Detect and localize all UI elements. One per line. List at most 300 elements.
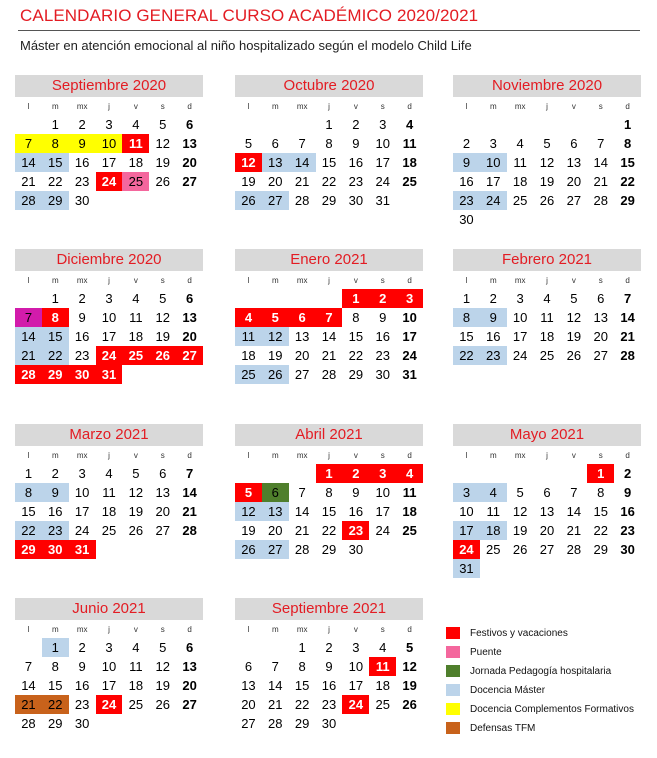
day-cell: 6 xyxy=(597,291,605,306)
day-cell: 19 xyxy=(539,174,555,189)
day-cell: 28 xyxy=(15,365,42,384)
day-cell: 22 xyxy=(42,695,69,714)
empty-cell xyxy=(560,464,587,483)
day-cell: 29 xyxy=(294,716,310,731)
day-cell: 7 xyxy=(185,466,194,481)
day-cell: 30 xyxy=(348,542,364,557)
empty-cell xyxy=(289,115,316,134)
day-cell: 12 xyxy=(235,153,262,172)
month-title: Septiembre 2020 xyxy=(15,75,203,97)
weekday-label: l xyxy=(27,451,30,460)
day-cell: 5 xyxy=(159,640,167,655)
day-cell: 15 xyxy=(348,329,364,344)
weekday-label: mx xyxy=(296,625,308,634)
day-cell: 8 xyxy=(352,310,360,325)
day-cell: 19 xyxy=(155,329,170,344)
day-cell: 3 xyxy=(78,466,86,481)
weekday-label: l xyxy=(465,276,468,285)
month-title: Octubre 2020 xyxy=(235,75,423,97)
day-cell: 29 xyxy=(48,716,63,731)
day-cell: 3 xyxy=(105,117,113,132)
day-cell: 17 xyxy=(348,678,364,693)
day-cell: 30 xyxy=(459,212,474,227)
weekday-label: mx xyxy=(296,102,308,111)
weekday-label: mx xyxy=(76,625,88,634)
weekday-label: j xyxy=(108,276,110,285)
day-cell: 2 xyxy=(78,291,86,306)
legend-item xyxy=(446,700,651,718)
day-cell: 28 xyxy=(294,193,310,208)
day-cell: 21 xyxy=(15,346,42,365)
day-cell: 22 xyxy=(593,523,608,538)
day-cell: 4 xyxy=(379,640,387,655)
day-cell: 3 xyxy=(396,289,423,308)
day-cell: 17 xyxy=(101,155,117,170)
day-cell: 13 xyxy=(262,502,289,521)
day-cell: 15 xyxy=(593,504,608,519)
legend-item xyxy=(446,681,651,699)
weekday-label: j xyxy=(328,451,330,460)
weekday-label: l xyxy=(247,102,250,111)
legend-swatch xyxy=(446,665,460,677)
day-cell: 14 xyxy=(268,678,283,693)
day-cell: 11 xyxy=(486,504,501,519)
day-cell: 8 xyxy=(42,308,69,327)
day-cell: 23 xyxy=(348,174,364,189)
day-cell: 23 xyxy=(375,348,390,363)
weekday-label: d xyxy=(407,451,412,460)
weekday-header xyxy=(15,273,203,289)
legend-swatch xyxy=(446,703,460,715)
empty-cell xyxy=(480,464,507,483)
day-cell: 19 xyxy=(155,678,170,693)
weekday-label: j xyxy=(108,102,110,111)
weekday-label: v xyxy=(353,451,358,460)
day-cell: 30 xyxy=(74,193,90,208)
day-cell: 25 xyxy=(122,346,149,365)
empty-cell xyxy=(15,289,42,308)
legend-label: Docencia Complementos Formativos xyxy=(470,703,634,715)
day-grid xyxy=(235,289,423,384)
legend-item xyxy=(446,719,651,737)
day-cell: 24 xyxy=(342,695,369,714)
weekday-label: m xyxy=(489,451,497,460)
day-cell: 26 xyxy=(149,346,176,365)
day-cell: 9 xyxy=(623,485,632,500)
day-cell: 14 xyxy=(21,678,36,693)
day-cell: 20 xyxy=(593,329,608,344)
day-cell: 22 xyxy=(620,174,635,189)
day-cell: 8 xyxy=(298,659,306,674)
day-cell: 6 xyxy=(543,485,551,500)
month-title: Noviembre 2020 xyxy=(453,75,641,97)
day-cell: 12 xyxy=(235,502,262,521)
day-cell: 13 xyxy=(593,310,608,325)
day-cell: 20 xyxy=(539,523,555,538)
day-cell: 18 xyxy=(539,329,555,344)
day-cell: 10 xyxy=(512,310,528,325)
day-cell: 26 xyxy=(262,365,289,384)
weekday-label: v xyxy=(133,102,138,111)
day-cell: 28 xyxy=(294,542,310,557)
day-cell: 5 xyxy=(570,291,578,306)
day-cell: 2 xyxy=(489,291,497,306)
day-cell: 6 xyxy=(289,308,316,327)
day-cell: 26 xyxy=(235,191,262,210)
day-cell: 18 xyxy=(512,174,528,189)
day-cell: 9 xyxy=(42,483,69,502)
day-cell: 8 xyxy=(325,485,333,500)
day-cell: 28 xyxy=(321,367,337,382)
weekday-label: v xyxy=(133,451,138,460)
day-cell: 2 xyxy=(462,136,471,151)
weekday-label: s xyxy=(380,625,385,634)
weekday-label: mx xyxy=(76,451,88,460)
month-calendar xyxy=(235,424,423,559)
weekday-label: v xyxy=(571,102,576,111)
weekday-label: j xyxy=(546,451,548,460)
weekday-header xyxy=(453,448,641,464)
day-cell: 4 xyxy=(396,464,423,483)
day-cell: 3 xyxy=(105,640,113,655)
day-cell: 17 xyxy=(486,174,501,189)
day-cell: 20 xyxy=(566,174,582,189)
day-cell: 19 xyxy=(241,174,256,189)
weekday-label: m xyxy=(51,276,59,285)
month-title: Marzo 2021 xyxy=(15,424,203,446)
day-cell: 24 xyxy=(74,523,90,538)
day-cell: 28 xyxy=(566,542,582,557)
day-cell: 26 xyxy=(128,523,144,538)
weekday-label: d xyxy=(625,451,630,460)
day-cell: 24 xyxy=(96,346,123,365)
weekday-header xyxy=(235,622,423,638)
month-title: Abril 2021 xyxy=(235,424,423,446)
day-cell: 8 xyxy=(453,308,480,327)
legend-item xyxy=(446,624,651,642)
day-cell: 6 xyxy=(570,136,578,151)
day-cell: 23 xyxy=(74,348,90,363)
day-cell: 18 xyxy=(128,155,144,170)
day-cell: 27 xyxy=(539,542,555,557)
weekday-header xyxy=(235,448,423,464)
day-cell: 16 xyxy=(486,329,501,344)
day-cell: 1 xyxy=(24,466,33,481)
weekday-header xyxy=(235,99,423,115)
day-cell: 13 xyxy=(262,153,289,172)
day-cell: 14 xyxy=(294,504,310,519)
day-cell: 21 xyxy=(268,697,283,712)
day-cell: 15 xyxy=(620,155,635,170)
day-cell: 22 xyxy=(15,521,42,540)
day-cell: 18 xyxy=(128,678,144,693)
day-cell: 13 xyxy=(241,678,256,693)
day-cell: 5 xyxy=(159,117,167,132)
day-cell: 28 xyxy=(182,523,197,538)
day-cell: 26 xyxy=(235,540,262,559)
day-cell: 23 xyxy=(453,191,480,210)
empty-cell xyxy=(289,464,316,483)
day-grid xyxy=(15,638,203,733)
day-cell: 10 xyxy=(101,659,117,674)
day-cell: 10 xyxy=(96,134,123,153)
day-cell: 17 xyxy=(74,504,90,519)
day-cell: 28 xyxy=(21,716,36,731)
day-cell: 7 xyxy=(24,659,33,674)
weekday-label: j xyxy=(546,102,548,111)
day-cell: 11 xyxy=(540,310,554,325)
legend-label: Jornada Pedagogía hospitalaria xyxy=(470,665,612,677)
day-cell: 9 xyxy=(352,136,360,151)
legend-label: Puente xyxy=(470,646,502,658)
day-cell: 5 xyxy=(159,291,167,306)
day-cell: 14 xyxy=(289,153,316,172)
day-grid xyxy=(453,115,641,229)
day-cell: 9 xyxy=(78,659,86,674)
day-cell: 2 xyxy=(352,117,360,132)
day-cell: 19 xyxy=(402,678,417,693)
day-cell: 21 xyxy=(15,695,42,714)
day-cell: 5 xyxy=(543,136,551,151)
weekday-label: v xyxy=(571,451,576,460)
month-title: Junio 2021 xyxy=(15,598,203,620)
day-cell: 25 xyxy=(375,697,390,712)
day-cell: 24 xyxy=(402,348,417,363)
day-cell: 8 xyxy=(623,136,632,151)
day-cell: 23 xyxy=(342,521,369,540)
weekday-label: l xyxy=(27,625,30,634)
day-cell: 1 xyxy=(51,117,59,132)
day-cell: 14 xyxy=(321,329,337,344)
weekday-label: d xyxy=(187,451,192,460)
day-cell: 14 xyxy=(182,485,197,500)
empty-cell xyxy=(15,115,42,134)
day-cell: 9 xyxy=(69,134,96,153)
weekday-label: mx xyxy=(514,102,526,111)
month-title: Enero 2021 xyxy=(235,249,423,271)
day-cell: 20 xyxy=(268,523,283,538)
day-cell: 16 xyxy=(459,174,474,189)
day-cell: 7 xyxy=(298,136,306,151)
weekday-label: d xyxy=(187,102,192,111)
weekday-label: m xyxy=(271,451,279,460)
weekday-label: mx xyxy=(514,276,526,285)
weekday-label: s xyxy=(598,102,603,111)
day-cell: 17 xyxy=(375,155,390,170)
day-cell: 23 xyxy=(480,346,507,365)
weekday-label: j xyxy=(108,625,110,634)
day-cell: 3 xyxy=(105,291,113,306)
day-cell: 30 xyxy=(69,365,96,384)
day-cell: 25 xyxy=(122,172,149,191)
weekday-label: m xyxy=(271,102,279,111)
day-cell: 9 xyxy=(453,153,480,172)
day-cell: 22 xyxy=(321,174,337,189)
day-cell: 1 xyxy=(298,640,306,655)
day-cell: 10 xyxy=(348,659,364,674)
day-cell: 31 xyxy=(96,365,123,384)
day-cell: 15 xyxy=(321,504,337,519)
day-cell: 27 xyxy=(182,174,197,189)
day-cell: 4 xyxy=(132,117,140,132)
day-cell: 30 xyxy=(74,716,90,731)
day-cell: 5 xyxy=(244,136,253,151)
day-cell: 9 xyxy=(325,659,333,674)
day-cell: 4 xyxy=(480,483,507,502)
empty-cell xyxy=(235,289,262,308)
day-cell: 24 xyxy=(375,174,390,189)
day-grid xyxy=(453,289,641,365)
weekday-label: d xyxy=(187,625,192,634)
day-cell: 11 xyxy=(513,155,527,170)
day-cell: 15 xyxy=(42,153,69,172)
day-cell: 25 xyxy=(486,542,501,557)
weekday-label: v xyxy=(133,625,138,634)
day-cell: 15 xyxy=(459,329,474,344)
day-cell: 16 xyxy=(74,678,90,693)
legend-swatch xyxy=(446,646,460,658)
day-cell: 9 xyxy=(78,310,86,325)
day-cell: 18 xyxy=(375,678,390,693)
weekday-label: d xyxy=(187,276,192,285)
legend-label: Defensas TFM xyxy=(470,722,536,734)
day-cell: 19 xyxy=(241,523,256,538)
day-cell: 3 xyxy=(453,483,480,502)
day-cell: 4 xyxy=(405,117,414,132)
day-cell: 13 xyxy=(539,504,555,519)
day-cell: 8 xyxy=(597,485,605,500)
legend-item xyxy=(446,643,651,661)
day-cell: 26 xyxy=(566,348,582,363)
day-cell: 1 xyxy=(587,464,614,483)
weekday-label: v xyxy=(133,276,138,285)
day-cell: 7 xyxy=(298,485,306,500)
day-cell: 10 xyxy=(74,485,90,500)
day-cell: 5 xyxy=(516,485,524,500)
weekday-header xyxy=(453,273,641,289)
day-cell: 1 xyxy=(51,291,59,306)
weekday-label: l xyxy=(27,102,30,111)
weekday-label: mx xyxy=(76,102,88,111)
day-cell: 26 xyxy=(512,542,528,557)
empty-cell xyxy=(453,464,480,483)
day-cell: 12 xyxy=(155,659,170,674)
day-cell: 21 xyxy=(566,523,582,538)
day-cell: 12 xyxy=(155,310,170,325)
day-cell: 23 xyxy=(74,174,90,189)
day-cell: 22 xyxy=(48,174,63,189)
day-cell: 22 xyxy=(453,346,480,365)
weekday-label: m xyxy=(271,625,279,634)
day-cell: 8 xyxy=(42,134,69,153)
weekday-label: v xyxy=(353,625,358,634)
empty-cell xyxy=(15,638,42,657)
day-cell: 19 xyxy=(155,155,170,170)
day-cell: 8 xyxy=(15,483,42,502)
day-cell: 11 xyxy=(102,485,116,500)
day-cell: 17 xyxy=(101,678,117,693)
day-grid xyxy=(235,464,423,559)
day-cell: 7 xyxy=(623,291,632,306)
weekday-label: d xyxy=(407,276,412,285)
day-cell: 21 xyxy=(182,504,197,519)
day-cell: 13 xyxy=(294,329,310,344)
weekday-label: m xyxy=(51,451,59,460)
day-cell: 2 xyxy=(342,464,369,483)
weekday-label: s xyxy=(160,102,165,111)
weekday-label: mx xyxy=(514,451,526,460)
day-grid xyxy=(15,464,203,559)
legend-swatch xyxy=(446,684,460,696)
weekday-label: m xyxy=(489,276,497,285)
day-cell: 2 xyxy=(369,289,396,308)
day-cell: 19 xyxy=(512,523,528,538)
day-cell: 29 xyxy=(593,542,608,557)
day-cell: 28 xyxy=(620,348,635,363)
day-cell: 2 xyxy=(325,640,333,655)
day-cell: 15 xyxy=(21,504,36,519)
month-calendar xyxy=(15,598,203,733)
day-cell: 21 xyxy=(294,174,310,189)
day-cell: 26 xyxy=(155,697,170,712)
day-cell: 16 xyxy=(48,504,63,519)
day-cell: 19 xyxy=(128,504,144,519)
day-cell: 2 xyxy=(623,466,632,481)
weekday-label: m xyxy=(489,102,497,111)
day-cell: 9 xyxy=(480,308,507,327)
day-cell: 19 xyxy=(566,329,582,344)
day-cell: 4 xyxy=(132,640,140,655)
day-cell: 21 xyxy=(620,329,635,344)
day-cell: 10 xyxy=(375,485,390,500)
day-grid xyxy=(453,464,641,578)
day-cell: 10 xyxy=(480,153,507,172)
day-cell: 25 xyxy=(128,697,144,712)
day-cell: 30 xyxy=(42,540,69,559)
day-cell: 22 xyxy=(348,348,364,363)
day-cell: 11 xyxy=(402,136,417,151)
day-cell: 27 xyxy=(566,193,582,208)
empty-cell xyxy=(453,115,480,134)
day-grid xyxy=(15,115,203,210)
month-calendar xyxy=(453,75,641,229)
day-cell: 12 xyxy=(402,659,417,674)
day-cell: 27 xyxy=(182,697,197,712)
title-divider xyxy=(18,30,640,31)
weekday-header xyxy=(453,99,641,115)
day-cell: 3 xyxy=(489,136,497,151)
day-cell: 25 xyxy=(101,523,117,538)
day-cell: 27 xyxy=(294,367,310,382)
day-cell: 31 xyxy=(453,559,480,578)
day-cell: 11 xyxy=(122,134,149,153)
legend-swatch xyxy=(446,722,460,734)
legend-label: Festivos y vacaciones xyxy=(470,627,568,639)
month-calendar xyxy=(453,249,641,365)
empty-cell xyxy=(235,464,262,483)
day-cell: 4 xyxy=(105,466,113,481)
empty-cell xyxy=(534,464,561,483)
day-cell: 1 xyxy=(316,464,343,483)
weekday-label: d xyxy=(625,102,630,111)
weekday-label: j xyxy=(328,102,330,111)
weekday-label: j xyxy=(328,276,330,285)
day-cell: 15 xyxy=(48,678,63,693)
empty-cell xyxy=(262,638,289,657)
empty-cell xyxy=(235,115,262,134)
day-cell: 18 xyxy=(402,504,417,519)
weekday-label: m xyxy=(271,276,279,285)
